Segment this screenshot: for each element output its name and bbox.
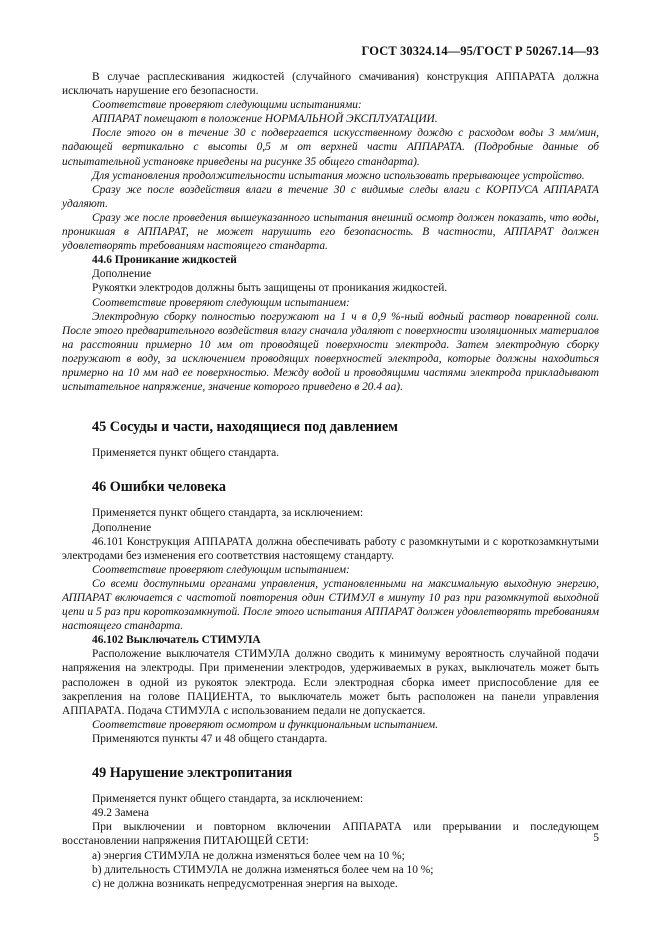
paragraph: При выключении и повторном включении АППАРАТА или прерывании и последующем восстановлении напряжения ПИТАЮЩЕЙ СЕТИ:: [62, 821, 599, 848]
section-heading: 46 Ошибки человека: [92, 479, 226, 496]
paragraph: АППАРАТ помещают в положение НОРМАЛЬНОЙ ЭКСПЛУАТАЦИИ.: [92, 113, 438, 126]
paragraph: Дополнение: [92, 268, 152, 281]
paragraph: Применяется пункт общего стандарта, за исключением:: [92, 793, 364, 806]
section-heading: 49 Нарушение электропитания: [92, 765, 293, 782]
paragraph: Сразу же после проведения вышеуказанного испытания внешний осмотр должен показать, что воды, проникшая в АППАРАТ, не может нарушить его безопасность. В частности, АППАРАТ должен удовлетворять требованиям настоящего стандарта.: [62, 211, 599, 253]
paragraph: Применяется пункт общего стандарта.: [92, 447, 280, 460]
list-item: с) не должна возникать непредусмотренная энергия на выходе.: [92, 877, 398, 890]
paragraph: Применяются пункты 47 и 48 общего стандарта.: [92, 732, 328, 745]
paragraph: Соответствие проверяют следующими испытаниями:: [92, 99, 362, 112]
running-header: ГОСТ 30324.14—95/ГОСТ Р 50267.14—93: [361, 44, 599, 58]
paragraph: Соответствие проверяют следующим испытанием:: [92, 563, 350, 576]
paragraph: Электродную сборку полностью погружают на 1 ч в 0,9 %-ный водный раствор поваренной соли. После этого предварительного воздействия влагу сначала удаляют с поверхности изоляционных материалов на расстоянии примерно 10 мм от проводящей поверхности электрода. Затем электродную сборку погружают в воду, за исключением проводящих поверхностей электрода, которые должны находиться примерно на 10 мм над ее поверхностью. Между водой и проводящими частями электрода прикладывают испытательное напряжение, значение которого приведено в 20.4 аа).: [62, 310, 599, 394]
paragraph: 46.101 Конструкция АППАРАТА должна обеспечивать работу с разомкнутыми и с короткозамкнутыми электродами без изменения его соответствия настоящему стандарту.: [62, 535, 599, 562]
paragraph: Сразу же после воздействия влаги в течение 30 с видимые следы влаги с КОРПУСА АППАРАТА удаляют.: [62, 183, 599, 210]
list-item: b) длительность СТИМУЛА не должна изменяться более чем на 10 %;: [92, 863, 434, 876]
paragraph: 49.2 Замена: [92, 807, 149, 820]
page-number: 5: [593, 832, 599, 844]
paragraph: Соответствие проверяют осмотром и функциональным испытанием.: [92, 718, 439, 731]
subsection-title: 46.102 Выключатель СТИМУЛА: [92, 634, 261, 647]
paragraph: Для установления продолжительности испытания можно использовать прерывающее устройство.: [92, 169, 585, 182]
section-heading: 45 Сосуды и части, находящиеся под давлением: [92, 419, 398, 436]
paragraph: Рукоятки электродов должны быть защищены от проникания жидкостей.: [92, 282, 448, 295]
paragraph: Применяется пункт общего стандарта, за исключением:: [92, 507, 364, 520]
list-item: а) энергия СТИМУЛА не должна изменяться более чем на 10 %;: [92, 849, 405, 862]
paragraph: Дополнение: [92, 521, 152, 534]
paragraph: После этого он в течение 30 с подвергается искусственному дождю с расходом воды 3 мм/мин, падающей вертикально с высоты 0,5 м от верхней части АППАРАТА. (Подробные данные об испытательной установке приведены на рисунке 35 общего стандарта).: [62, 127, 599, 168]
subsection-title: 44.6 Проникание жидкостей: [92, 254, 237, 267]
paragraph: Соответствие проверяют следующим испытанием:: [92, 296, 350, 309]
page-body: [62, 70, 599, 891]
paragraph: Со всеми доступными органами управления, установленными на максимальную выходную энергию, АППАРАТ включается с частотой повторения один СТИМУЛ в минуту 10 раз при разомкнутой выходной цепи и 5 раз при короткозамкнутой. После этого испытания АППАРАТ должен удовлетворять требованиям настоящего стандарта.: [62, 577, 599, 633]
paragraph: Расположение выключателя СТИМУЛА должно сводить к минимуму вероятность случайной подачи напряжения на электроды. При применении электродов, удерживаемых в руках, выключатель может быть расположен в одной из рукояток электрода. Если электродная сборка имеет приспособление для ее закрепления на голове ПАЦИЕНТА, то выключатель может быть расположен на панели управления АППАРАТА. Подача СТИМУЛА с использованием педали не допускается.: [62, 648, 599, 717]
paragraph: В случае расплескивания жидкостей (случайного смачивания) конструкция АППАРАТА должна исключать нарушение его безопасности.: [62, 71, 599, 98]
